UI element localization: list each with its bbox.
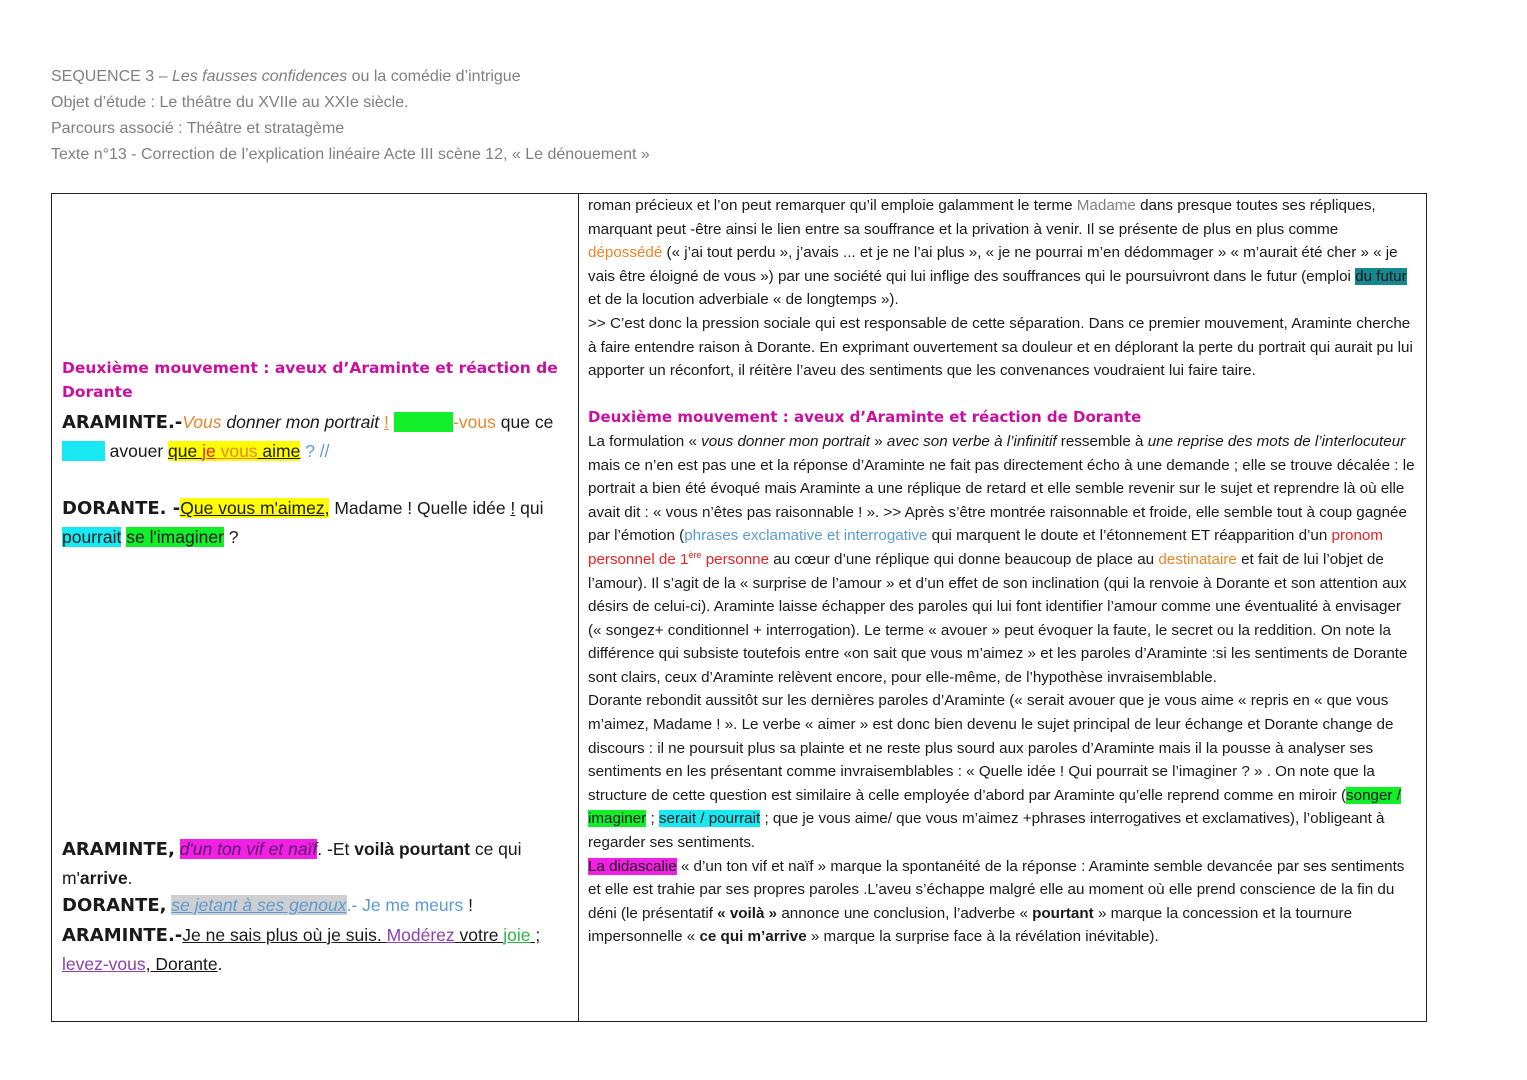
commentary-paragraph-3: La formulation « vous donner mon portrait » avec son verbe à l’infinitif ressemble à une reprise des mots de l’interlocuteur mais ce n’en est pas une et la réponse d’Araminte ne fait pas directement écho à une demande ; elle se trouve décalée : le portrait a bien été évoqué mais Araminte a une réplique de retard et elle semble revenir sur le sujet et reprendre là où elle avait dit : « vous n’êtes pas raisonnable ! ». >> Après s’être montrée raisonnable et froide, elle semble tout à coup gagnée par l’émotion (phrases exclamative et interrogative qui marquent le doute et l’étonnement ET réapparition d’un pronom personnel de 1ère personne au cœur d’une réplique qui donne beaucoup de place au destinataire et fait de lui l’objet de l’amour). Il s’agit de la « surprise de l’amour » et d’un effet de son inclination (qui la renvoie à Dorante et son attention aux désirs de celui-ci). Araminte laisse échapper des paroles qui lui font identifier l’amour comme une éventualité à envisager (« songez+ conditionnel + interrogation). Le terme « avouer » peut évoquer la faute, le secret ou la reddition. On note la différence qui subsiste toutefois entre «on sait que vous m’aimez » et les paroles d’Araminte :si les sentiments de Dorante sont clairs, ceux d’Araminte relèvent encore, pour elle-même, de l’hypothèse invraisemblable.	[588, 432, 1415, 686]
right-movement-title: Deuxième mouvement : aveux d’Araminte et réaction de Dorante	[588, 408, 1142, 427]
replique-araminte-2: ARAMINTE, d'un ton vif et naïf. -Et voilà pourtant ce qui m'arrive.	[62, 839, 522, 888]
sequence-title: SEQUENCE 3 – Les fausses confidences ou la comédie d’intrigue	[51, 68, 521, 85]
text-reference: Texte n°13 - Correction de l’explication linéaire Acte III scène 12, « Le dénouement »	[51, 146, 650, 163]
play-excerpt-column	[52, 194, 579, 1021]
commentary-paragraph-2: >> C’est donc la pression sociale qui est responsable de cette séparation. Dans ce premier mouvement, Araminte cherche à faire entendre raison à Dorante. En exprimant ouvertement sa douleur et en déplorant la perte du portrait qui aurait pu lui apporter un réconfort, il réitère l’aveu des sentiments que les convenances voudraient lui faire taire.	[588, 314, 1413, 380]
commentary-paragraph-1: roman précieux et l’on peut remarquer qu’il emploie galamment le terme Madame dans presque toutes ses répliques, marquant peut -être ainsi le lien entre sa souffrance et la privation à venir. Il se présente de plus en plus comme dépossédé (« j’ai tout perdu », j’avais ... et je ne l’ai plus », « je ne pourrai m’en dédommager » « m’aurait été cher » « je vais être éloigné de vous ») par une société qui lui inflige des souffrances qui le poursuivront dans le futur (emploi du futur et de la locution adverbiale « de longtemps »).	[588, 197, 1407, 309]
commentary-paragraph-4: Dorante rebondit aussitôt sur les dernières paroles d’Araminte (« serait avouer que je vous aime « repris en « que vous m’aimez, Madame ! ». Le verbe « aimer » est donc bien devenu le sujet principal de leur échange et Dorante change de discours : il ne poursuit plus sa plainte et ne reste plus sourd aux paroles d’Araminte mais il la pousse à analyser ses sentiments en les présentant comme invraisemblables : « Quelle idée ! Qui pourrait se l’imaginer ? » . On note que la structure de cette question est similaire à celle employée d’abord par Araminte qu’elle reprend comme en miroir (songer / imaginer ; serait / pourrait ; que je vous aime/ que vous m’aimez +phrases interrogatives et exclamatives), l’obligeant à regarder ses sentiments.	[588, 692, 1401, 852]
replique-dorante-1: DORANTE. -Que vous m'aimez, Madame ! Quelle idée ! qui pourrait se l'imaginer ?	[62, 498, 544, 547]
study-object: Objet d’étude : Le théâtre du XVIIe au XXIe siècle.	[51, 94, 409, 111]
document-header	[51, 64, 650, 168]
replique-araminte-3: ARAMINTE.-Je ne sais plus où je suis. Modérez votre joie ; levez-vous, Dorante.	[62, 925, 541, 974]
associated-path: Parcours associé : Théâtre et stratagème	[51, 120, 345, 137]
analysis-table	[51, 193, 1427, 1022]
commentary-paragraph-5: La didascalie « d’un ton vif et naïf » marque la spontanéité de la réponse : Araminte semble devancée par ses sentiments et elle est trahie par ses propres paroles .L’aveu s’échappe malgré elle au moment où elle prend conscience de la fin du déni (le présentatif « voilà » annonce une conclusion, l’adverbe « pourtant » marque la concession et la tournure impersonnelle « ce qui m’arrive » marque la surprise face à la révélation inévitable).	[588, 857, 1405, 946]
left-movement-title: Deuxième mouvement : aveux d’Araminte et réaction de Dorante	[62, 359, 558, 401]
commentary-column	[579, 194, 1426, 1021]
replique-araminte-1: ARAMINTE.-Vous donner mon portrait ! Songez-vous que ce serait avouer que je vous aime ? //	[62, 412, 554, 461]
replique-dorante-2: DORANTE, se jetant à ses genoux.- Je me meurs !	[62, 895, 473, 916]
